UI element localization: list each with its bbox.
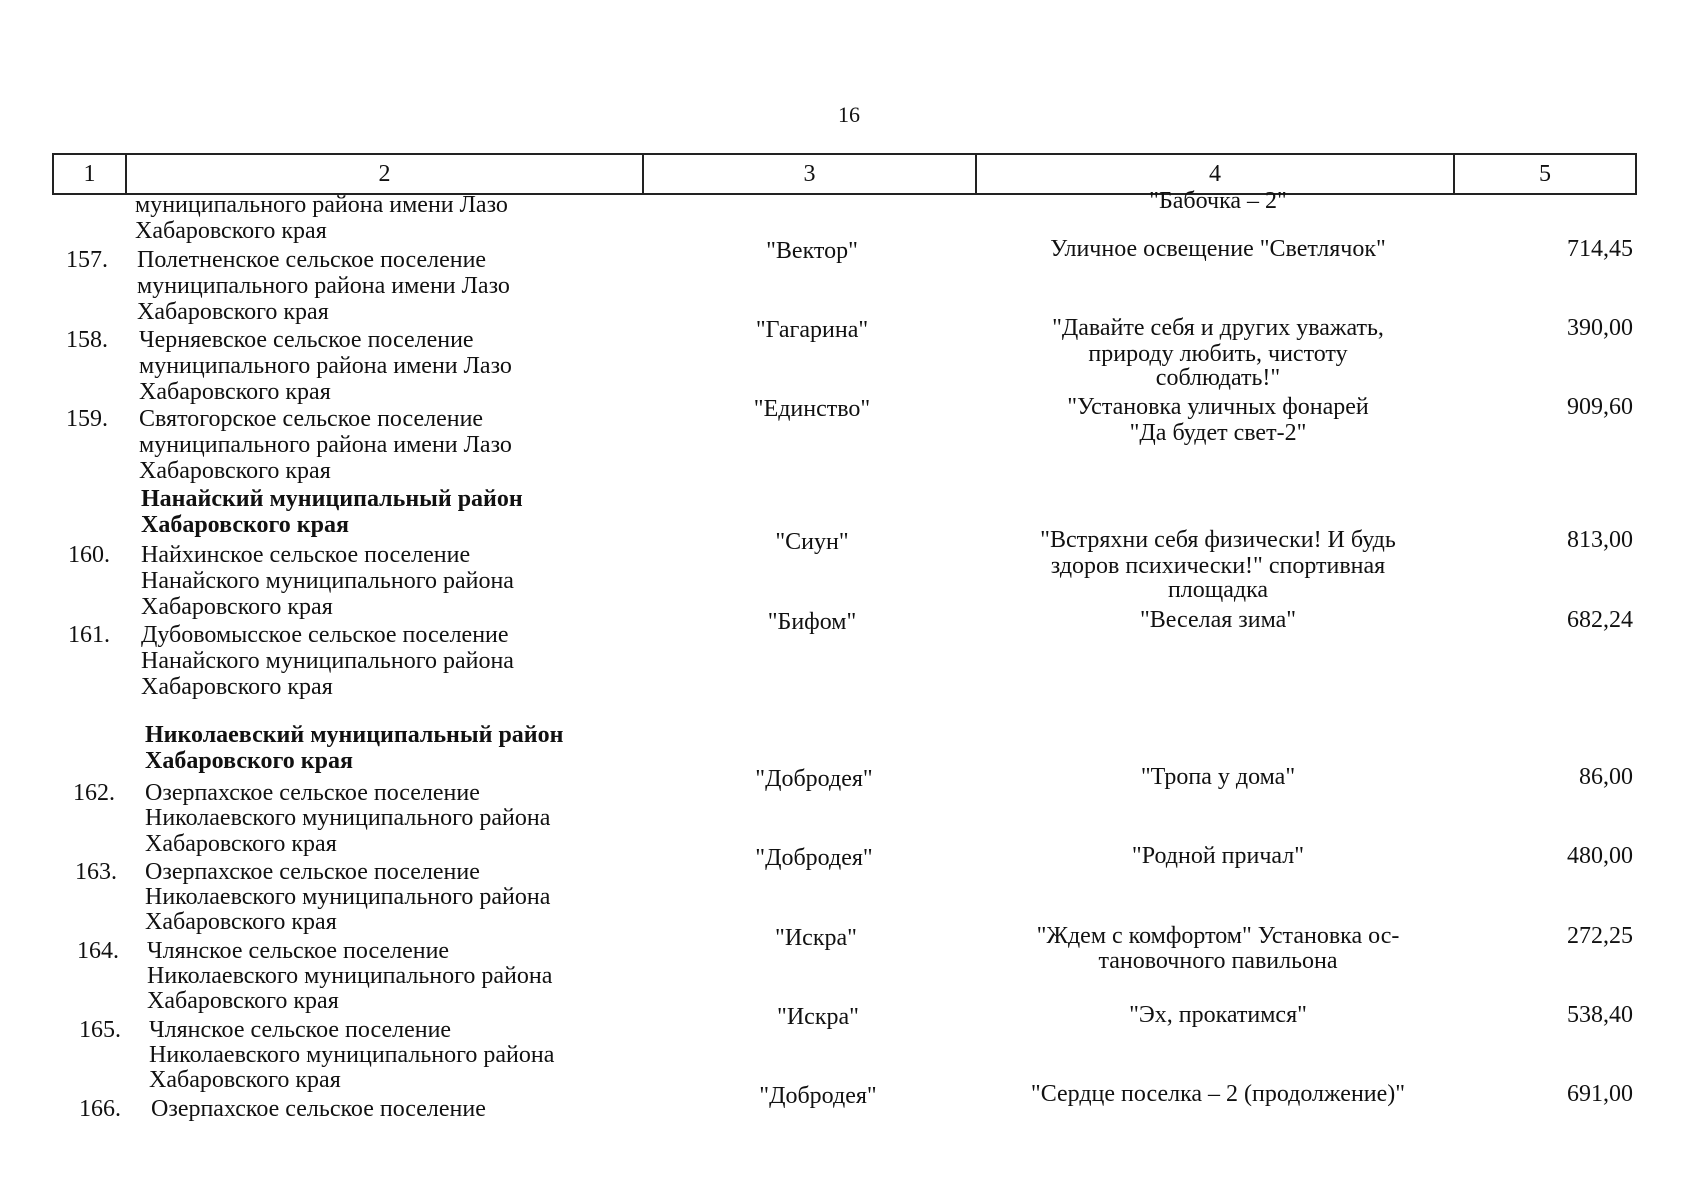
project-line: Уличное освещение "Светлячок" (1050, 236, 1386, 262)
project-line: здоров психически!" спортивная (1050, 553, 1386, 579)
project-line: "Веселая зима" (1139, 607, 1297, 633)
row-number: 161. (68, 622, 110, 648)
team-name: "Единство" (753, 396, 871, 422)
org-line: Николаевского муниципального района (149, 1042, 555, 1068)
team-name: "Добродея" (759, 1083, 877, 1109)
header-col-1: 1 (54, 155, 127, 193)
org-line: Озерпахское сельское поселение (151, 1096, 486, 1122)
team-name: "Гагарина" (755, 317, 869, 343)
org-line: Николаевского муниципального района (145, 805, 551, 831)
org-line: Черняевское сельское поселение (139, 327, 474, 353)
org-line: Хабаровского края (141, 674, 333, 700)
team-name: "Добродея" (755, 845, 873, 871)
org-line: Нанайского муниципального района (141, 568, 514, 594)
amount: 538,40 (1567, 1002, 1633, 1028)
project-line: природу любить, чистоту (1088, 341, 1348, 367)
header-col-2: 2 (127, 155, 644, 193)
section-heading-line: Хабаровского края (141, 512, 349, 538)
org-line: Полетненское сельское поселение (137, 247, 487, 273)
row-number: 166. (79, 1096, 121, 1122)
team-name: "Сиун" (775, 529, 849, 555)
row-number: 160. (68, 542, 110, 568)
project-line: "Ждем с комфортом" Установка ос- (1036, 923, 1400, 949)
section-heading-line: Николаевский муниципальный район (145, 722, 564, 748)
amount: 682,24 (1567, 607, 1633, 633)
org-line: Хабаровского края (145, 831, 337, 857)
org-line: муниципального района имени Лазо (135, 192, 508, 218)
org-line: муниципального района имени Лазо (137, 273, 510, 299)
project-line: "Тропа у дома" (1140, 764, 1296, 790)
project-line: "Бабочка – 2" (1149, 188, 1287, 214)
org-line: муниципального района имени Лазо (139, 353, 512, 379)
row-number: 159. (66, 406, 108, 432)
org-line: Члянское сельское поселение (147, 938, 450, 964)
row-number: 158. (66, 327, 108, 353)
project-line: "Установка уличных фонарей (1067, 394, 1369, 420)
amount: 909,60 (1567, 394, 1633, 420)
project-line: "Давайте себя и других уважать, (1052, 315, 1384, 341)
org-line: Хабаровского края (135, 218, 327, 244)
org-line: Озерпахское сельское поселение (145, 859, 480, 885)
project-line: "Родной причал" (1131, 843, 1305, 869)
org-line: Хабаровского края (137, 299, 329, 325)
org-line: Хабаровского края (147, 988, 339, 1014)
org-line: Найхинское сельское поселение (141, 542, 471, 568)
project-line: тановочного павильона (1098, 948, 1338, 974)
team-name: "Вектор" (766, 238, 858, 264)
amount: 691,00 (1567, 1081, 1633, 1107)
team-name: "Бифом" (767, 609, 857, 635)
org-line: Дубовомысское сельское поселение (141, 622, 509, 648)
amount: 86,00 (1579, 764, 1633, 790)
row-number: 157. (66, 247, 108, 273)
project-line: "Встряхни себя физически! И будь (1040, 527, 1396, 553)
project-line: "Эх, прокатимся" (1129, 1002, 1307, 1028)
org-line: Озерпахское сельское поселение (145, 780, 480, 806)
team-name: "Искра" (777, 1004, 859, 1030)
section-heading-line: Хабаровского края (145, 748, 353, 774)
org-line: Хабаровского края (139, 379, 331, 405)
org-line: муниципального района имени Лазо (139, 432, 512, 458)
amount: 480,00 (1567, 843, 1633, 869)
amount: 272,25 (1567, 923, 1633, 949)
org-line: Хабаровского края (141, 594, 333, 620)
org-line: Хабаровского края (139, 458, 331, 484)
page-number: 16 (838, 102, 860, 127)
team-name: "Искра" (775, 925, 857, 951)
org-line: Члянское сельское поселение (149, 1017, 452, 1043)
org-line: Нанайского муниципального района (141, 648, 514, 674)
org-line: Святогорское сельское поселение (139, 406, 484, 432)
project-line: площадка (1167, 577, 1269, 603)
project-line: "Да будет свет-2" (1129, 420, 1307, 446)
amount: 813,00 (1567, 527, 1633, 553)
team-name: "Добродея" (755, 766, 873, 792)
section-heading-line: Нанайский муниципальный район (141, 486, 523, 512)
org-line: Хабаровского края (149, 1067, 341, 1093)
row-number: 164. (77, 938, 119, 964)
project-line: "Сердце поселка – 2 (продолжение)" (1030, 1081, 1406, 1107)
org-line: Николаевского муниципального района (147, 963, 553, 989)
table-header (52, 153, 1637, 195)
amount: 390,00 (1567, 315, 1633, 341)
row-number: 165. (79, 1017, 121, 1043)
amount: 714,45 (1567, 236, 1633, 262)
project-line: соблюдать!" (1155, 365, 1281, 391)
header-col-4: 4 (977, 155, 1455, 193)
header-col-3: 3 (644, 155, 977, 193)
header-col-5: 5 (1539, 160, 1551, 187)
org-line: Николаевского муниципального района (145, 884, 551, 910)
row-number: 162. (73, 780, 115, 806)
org-line: Хабаровского края (145, 909, 337, 935)
row-number: 163. (75, 859, 117, 885)
